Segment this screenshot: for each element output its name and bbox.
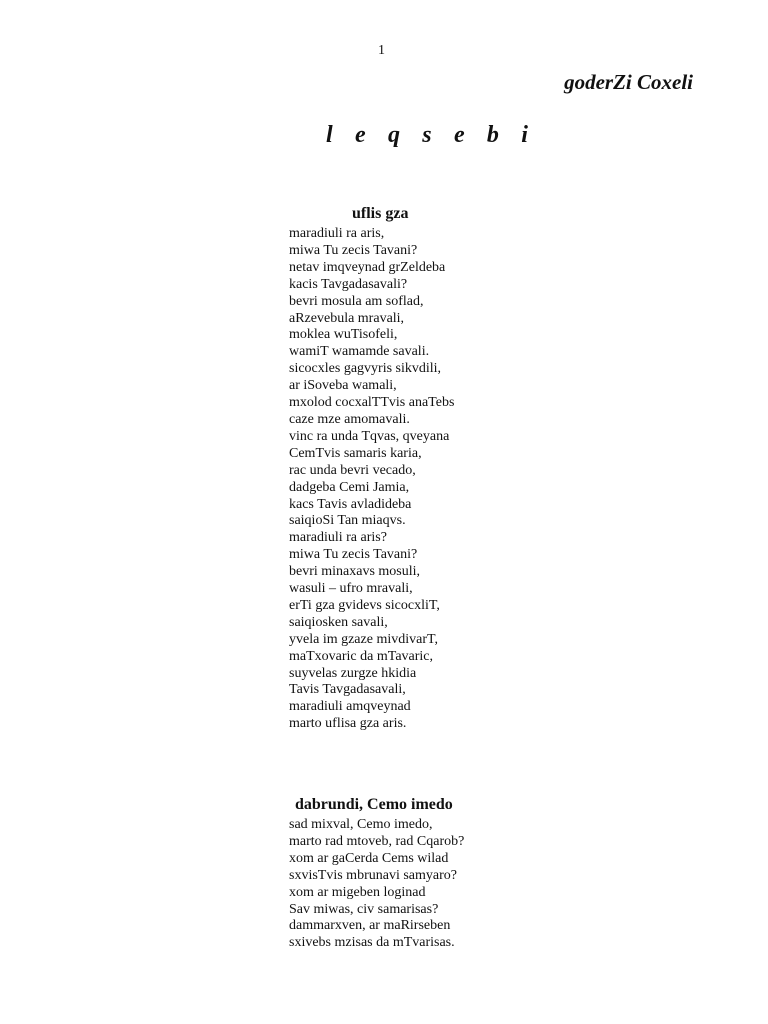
poem-line: dammarxven, ar maRirseben	[289, 918, 451, 934]
poem-uflis-gza	[289, 202, 549, 733]
poem-line: kacis Tavgadasavali?	[289, 276, 408, 292]
poem-line: caze mze amomavali.	[289, 411, 410, 427]
poem-line: kacs Tavis avladideba	[289, 496, 412, 512]
page-number: 1	[378, 43, 385, 58]
poem-line: dadgeba Cemi Jamia,	[289, 479, 410, 495]
poem-line: sicocxles gagvyris sikvdili,	[289, 361, 442, 377]
poem-line: wasuli – ufro mravali,	[289, 581, 413, 597]
poem-line: maTxovaric da mTavaric,	[289, 648, 434, 664]
poem-line: marto rad mtoveb, rad Cqarob?	[289, 833, 465, 849]
poem-line: bevri mosula am soflad,	[289, 293, 424, 309]
poem-line: aRzevebula mravali,	[289, 310, 405, 326]
poem-title: uflis gza	[352, 205, 409, 222]
poem-line: maradiuli amqveynad	[289, 699, 411, 715]
poem-line: suyvelas zurgze hkidia	[289, 665, 417, 681]
poem-title: dabrundi, Cemo imedo	[295, 796, 453, 813]
poem-line: sxvisTvis mbrunavi samyaro?	[289, 867, 457, 883]
poem-lines	[289, 817, 549, 952]
poem-line: marto uflisa gza aris.	[289, 716, 407, 732]
poem-line: sxivebs mzisas da mTvarisas.	[289, 935, 455, 951]
poem-line: miwa Tu zecis Tavani?	[289, 547, 418, 563]
poem-line: saiqioSi Tan miaqvs.	[289, 513, 406, 529]
poem-line: erTi gza gvidevs sicocxliT,	[289, 597, 440, 613]
poem-line: CemTvis samaris karia,	[289, 445, 422, 461]
poem-line: miwa Tu zecis Tavani?	[289, 242, 418, 258]
poem-line: yvela im gzaze mivdivarT,	[289, 631, 439, 647]
poem-line: rac unda bevri vecado,	[289, 462, 416, 478]
poem-line: mxolod cocxalTTvis anaTebs	[289, 395, 455, 411]
collection-title: l e q s e b i	[326, 122, 537, 148]
poem-line: Sav miwas, civ samarisas?	[289, 901, 439, 917]
poem-line: sad mixval, Cemo imedo,	[289, 817, 433, 832]
poem-lines	[289, 226, 549, 733]
poem-line: wamiT wamamde savali.	[289, 344, 430, 360]
poem-line: maradiuli ra aris?	[289, 530, 387, 546]
poem-line: ar iSoveba wamali,	[289, 378, 397, 394]
poem-line: maradiuli ra aris,	[289, 226, 385, 241]
author-name: goderZi Coxeli	[564, 70, 693, 94]
poem-line: bevri minaxavs mosuli,	[289, 564, 421, 580]
poem-line: Tavis Tavgadasavali,	[289, 682, 406, 698]
poem-line: xom ar migeben loginad	[289, 884, 426, 900]
poem-dabrundi-cemo-imedo	[289, 793, 549, 952]
poem-line: vinc ra unda Tqvas, qveyana	[289, 428, 450, 444]
poem-line: xom ar gaCerda Cems wilad	[289, 850, 449, 866]
poem-line: saiqiosken savali,	[289, 614, 388, 630]
poem-line: moklea wuTisofeli,	[289, 327, 398, 343]
poem-line: netav imqveynad grZeldeba	[289, 259, 446, 275]
